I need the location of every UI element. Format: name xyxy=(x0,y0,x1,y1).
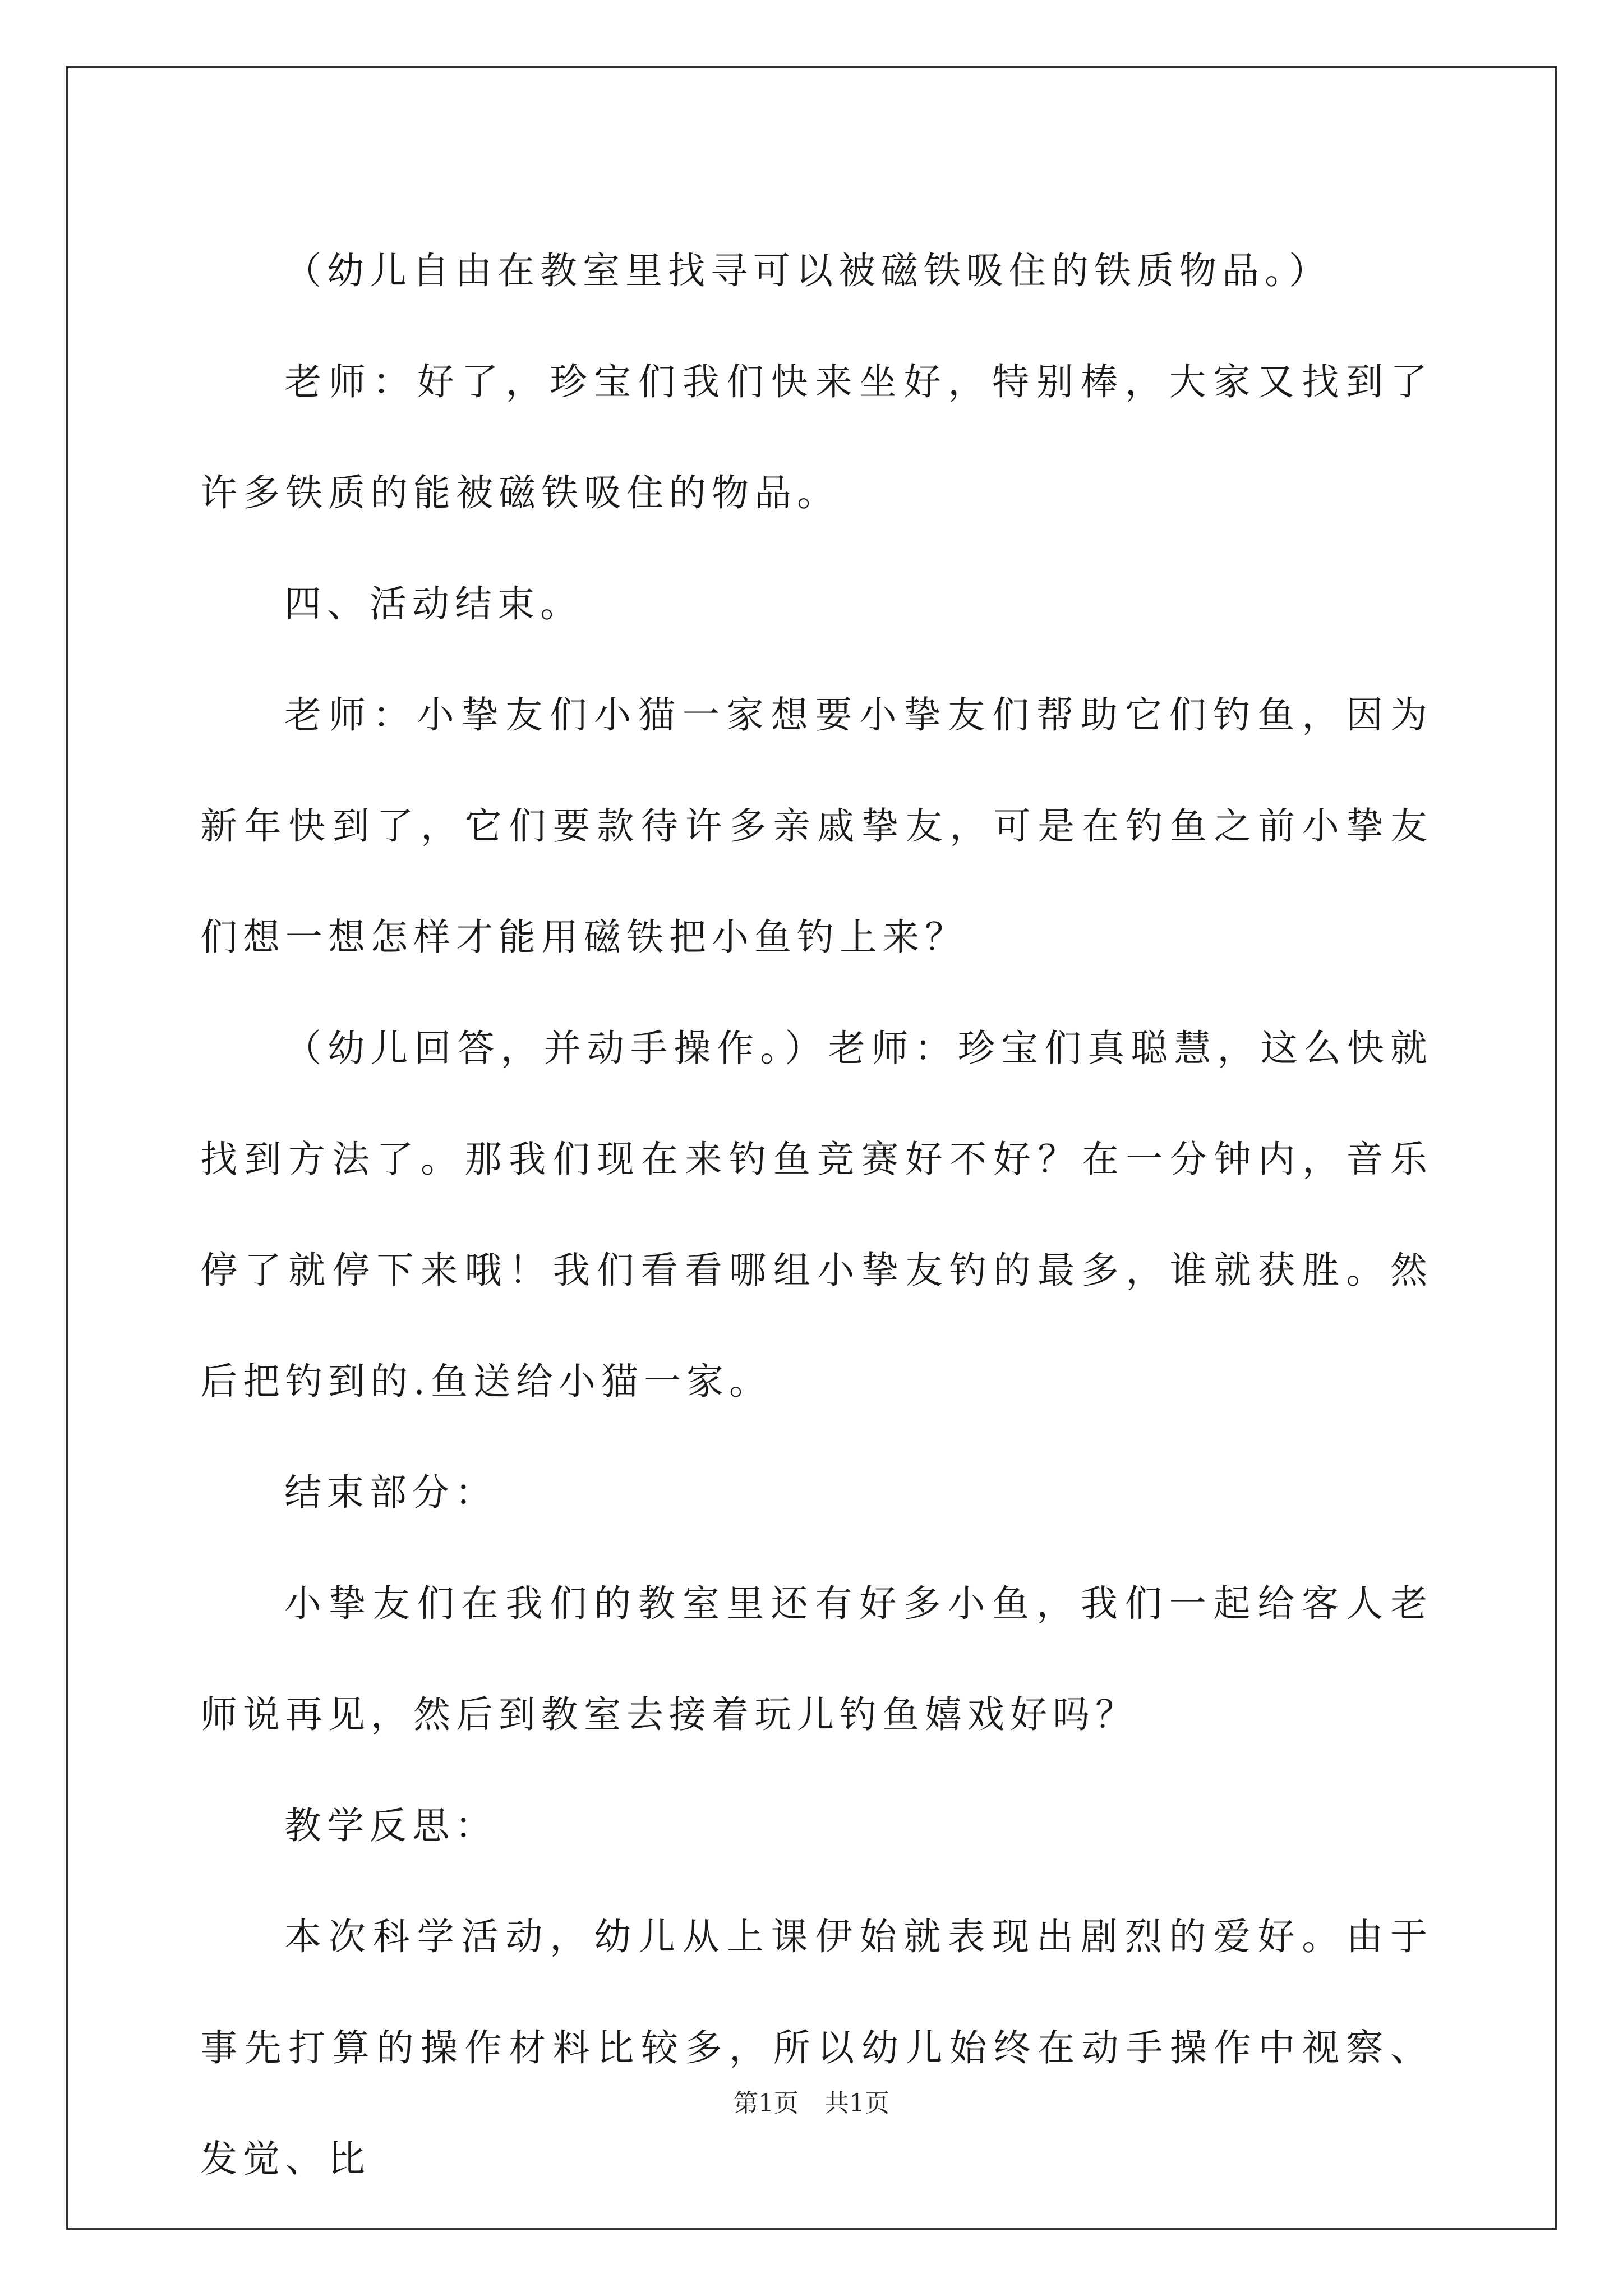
paragraph: （幼儿自由在教室里找寻可以被磁铁吸住的铁质物品。） xyxy=(284,249,1331,292)
section-heading: 教学反思： xyxy=(284,1804,497,1847)
section-heading: 结束部分： xyxy=(284,1471,497,1514)
paragraph: 老师：小挚友们小猫一家想要小挚友们帮助它们钓鱼，因为新年快到了，它们要款待许多亲戚挚友，可是在钓鱼之前小挚友们想一想怎样才能用磁铁把小鱼钓上来？ xyxy=(200,693,1433,959)
document-body xyxy=(200,215,1433,2215)
paragraph: 小挚友们在我们的教室里还有好多小鱼，我们一起给客人老师说再见，然后到教室去接着玩儿钓鱼嬉戏好吗？ xyxy=(200,1582,1433,1736)
page-number: 第1页 xyxy=(734,2089,799,2118)
paragraph: 老师：好了，珍宝们我们快来坐好，特别棒，大家又找到了许多铁质的能被磁铁吸住的物品。 xyxy=(200,360,1433,514)
page-footer xyxy=(0,2087,1623,2120)
section-heading: 四、活动结束。 xyxy=(284,582,583,625)
paragraph: （幼儿回答，并动手操作。）老师：珍宝们真聪慧，这么快就找到方法了。那我们现在来钓鱼竞赛好不好？在一分钟内，音乐停了就停下来哦！我们看看哪组小挚友钓的最多，谁就获胜。然后把钓到的.鱼送给小猫一家。 xyxy=(200,1027,1433,1403)
paragraph: 本次科学活动，幼儿从上课伊始就表现出剧烈的爱好。由于事先打算的操作材料比较多，所以幼儿始终在动手操作中视察、发觉、比 xyxy=(200,1915,1433,2180)
page-total: 共1页 xyxy=(824,2089,889,2118)
